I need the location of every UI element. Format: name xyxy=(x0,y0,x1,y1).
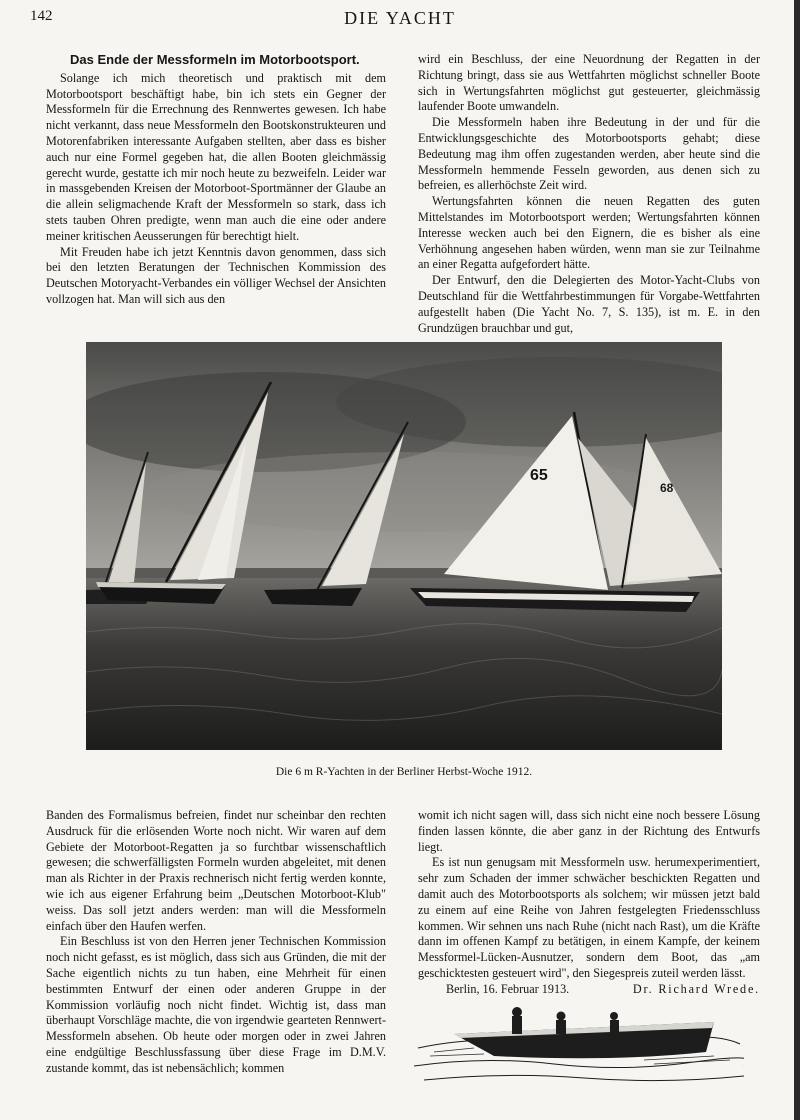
column-right-bottom xyxy=(418,808,760,998)
motorboat-sketch xyxy=(414,996,744,1086)
column-right-top xyxy=(418,52,760,336)
column-left-top xyxy=(46,52,386,308)
sail-number-68: 68 xyxy=(660,481,674,495)
author-name: Dr. Richard Wrede. xyxy=(632,981,760,996)
photo-caption: Die 6 m R-Yachten in der Berliner Herbst-Woche 1912. xyxy=(275,766,533,778)
paragraph: wird ein Beschluss, der eine Neuordnung der Regatten in der Richtung bringt, dass sie aus Wettfahrten möglichst schneller Boote sich in Wertungsfahrten möglichst gut gesteuerter, gleichmässig laufender Boote umwandeln. xyxy=(418,52,760,114)
paragraph: Wertungsfahrten können die neuen Regatten des guten Mittelstandes im Motorbootsport werden; Wertungsfahrten können Interesse wecken auch bei den Eignern, die es bisher als eine Verhöhnung angesehen haben würden, wenn man sie zur Teilnahme an einer Regatta aufgefordert hätte. xyxy=(418,194,760,272)
paragraph: Banden des Formalismus befreien, findet nur scheinbar den rechten Ausdruck für die erlösenden Worte noch nicht. Wir waren auf dem Gebiete der Motorboot-Regatten ja so furchtbar wissenschaftlich gewesen; die schwerfälligsten Formeln wurden abgeleitet, mit denen man als Richter in der Praxis rechnerisch nicht fertig werden konnte, wie ich aus eigener Erfahrung beim „Deutschen Motorboot-Klub" weiss. Das soll jetzt anders werden: man will die Messformeln einfach über den Haufen werfen. xyxy=(46,808,386,933)
paragraph: Solange ich mich theoretisch und praktisch mit dem Motorbootsport beschäftigt habe, bin ich stets ein Gegner der Messformeln für die Errechnung des Rennwertes gewesen. Ich habe nicht verkannt, dass neue Messformeln den Bootskonstrukteuren und Motorenfabriken interessante Aufgaben stellten, aber dass es bisher auch nur eine Formel gegeben hat, die allen Booten gleichmässig gerecht wurde, gestatte ich mir noch heute zu bezweifeln. Leider war in massgebenden Kreisen der Motorboot-Sportmänner der Glaube an die allein seligmachende Kraft der Messformeln so stark, dass ich stets tauben Ohren predigte, wenn man auch die eine oder andere meiner kritischen Aeusserungen für berechtigt hielt. xyxy=(46,70,386,243)
page-edge-shadow xyxy=(794,0,800,1120)
column-left-bottom xyxy=(46,808,386,1077)
place-date: Berlin, 16. Februar 1913. xyxy=(446,981,570,996)
article-headline: Das Ende der Messformeln im Motorbootsport. xyxy=(70,52,360,67)
paragraph: Es ist nun genugsam mit Messformeln usw. herumexperimentiert, sehr zum Schaden der immer schwächer beschickten Regatten und damit auch des Motorbootsports als solchem; wir müssen jetzt bald zu einem auf eine Reihe von Jahren festgelegten Friedensschluss kommen. Wir sehnen uns nach Ruhe (nicht nach Rast), um die Kräfte dann im offenen Kampf zu betätigen, in einem Kampfe, der keinem Messformel-Lücken-Ausnutzer, sondern dem Boot, das „am geschicktesten gesteuert wird", den Siegespreis zuteil werden lässt. xyxy=(418,855,760,980)
paragraph: Der Entwurf, den die Delegierten des Motor-Yacht-Clubs von Deutschland für die Wettfahrbestimmungen für Vorgabe-Wettfahrten aufgestellt haben (Die Yacht No. 7, S. 135), ist m. E. in den Grundzügen brauchbar und gut, xyxy=(418,273,760,335)
paragraph: womit ich nicht sagen will, dass sich nicht eine noch bessere Lösung finden lassen könnte, die aber ganz in der Richtung des Entwurfs liegt. xyxy=(418,808,760,854)
sail-number-65: 65 xyxy=(530,467,548,484)
paragraph: Ein Beschluss ist von den Herren jener Technischen Kommission noch nicht gefasst, es ist möglich, dass sich aus Gründen, die mit der Sache eigentlich nichts zu tun haben, eine Mehrheit für einen bestimmten Entwurf der einen oder anderen Gruppe in der Kommission vorläufig noch nicht findet. Wichtig ist, dass man überhaupt Vorschläge machte, die von irgendwie gearteten Rennwert-Messformeln absehen. Ob heute oder morgen oder in zwei Jahren eine endgültige Beschlussfassung über diese Frage im D.M.V. zustande kommt, das ist nebensächlich; kommen xyxy=(46,934,386,1075)
paragraph: Die Messformeln haben ihre Bedeutung in der und für die Entwicklungsgeschichte des Motorbootsports gehabt; diese Bedeutung mag ihm offen zugestanden werden, aber heute sind die Messformeln hemmende Fesseln geworden, aus denen sich zu befreien, es allerhöchste Zeit wird. xyxy=(418,115,760,193)
yacht-photo-illustration xyxy=(86,342,722,750)
journal-title: DIE YACHT xyxy=(344,8,456,28)
paragraph: Mit Freuden habe ich jetzt Kenntnis davon genommen, dass sich bei den letzten Beratungen der Technischen Kommission des Deutschen Motoryacht-Verbandes ein völliger Wechsel der Ansichten vollzogen hat. Man will sich aus den xyxy=(46,244,386,306)
yacht-photograph xyxy=(86,342,722,750)
page-number: 142 xyxy=(30,8,53,24)
